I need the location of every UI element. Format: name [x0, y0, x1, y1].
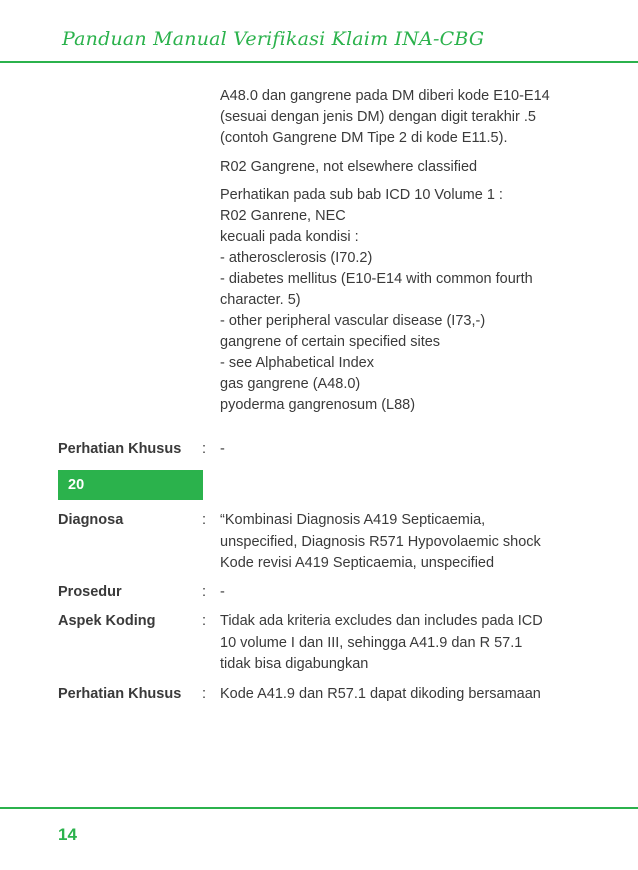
text-line: (sesuai dengan jenis DM) dengan digit terakhir .5: [220, 109, 536, 125]
text-line: kecuali pada kondisi :: [220, 229, 359, 245]
perhatian-khusus-label: Perhatian Khusus: [58, 441, 182, 457]
text-line: Kode revisi A419 Septicaemia, unspecified: [220, 555, 495, 571]
colon-separator: :: [202, 441, 207, 457]
colon-separator: :: [202, 584, 207, 600]
aspek-koding-value: [220, 611, 543, 676]
diagnosa-label: Diagnosa: [58, 512, 124, 528]
text-line: tidak bisa digabungkan: [220, 656, 369, 672]
text-line: Perhatikan pada sub bab ICD 10 Volume 1 :: [220, 187, 503, 203]
prosedur-value: -: [220, 584, 225, 600]
text-line: A48.0 dan gangrene pada DM diberi kode E10-E14: [220, 88, 550, 104]
header-title: Panduan Manual Verifikasi Klaim INA-CBG: [62, 28, 485, 50]
text-line: Tidak ada kriteria excludes dan includes pada ICD: [220, 613, 543, 629]
perhatian-khusus-value: -: [220, 441, 225, 457]
text-line: - diabetes mellitus (E10-E14 with common fourth: [220, 271, 533, 287]
diagnosa-value: [220, 510, 541, 575]
aspek-koding-label: Aspek Koding: [58, 613, 156, 629]
text-line: gangrene of certain specified sites: [220, 334, 441, 350]
intro-paragraph-3: [220, 185, 620, 416]
text-line: (contoh Gangrene DM Tipe 2 di kode E11.5).: [220, 130, 508, 146]
footer-divider: [0, 807, 638, 809]
intro-paragraph-1: [220, 86, 620, 149]
text-line: “Kombinasi Diagnosis A419 Septicaemia,: [220, 512, 486, 528]
text-line: unspecified, Diagnosis R571 Hypovolaemic shock: [220, 533, 541, 550]
section-number-badge: 20: [58, 470, 203, 500]
perhatian-khusus-value: Kode A41.9 dan R57.1 dapat dikoding bersamaan: [220, 686, 541, 702]
text-line: - other peripheral vascular disease (I73,-): [220, 313, 486, 329]
colon-separator: :: [202, 613, 207, 629]
text-line: R02 Gangrene, not elsewhere classified: [220, 159, 478, 175]
text-line: 10 volume I dan III, sehingga A41.9 dan R 57.1: [220, 634, 523, 651]
text-line: character. 5): [220, 292, 301, 308]
text-line: R02 Ganrene, NEC: [220, 208, 346, 224]
text-line: - atherosclerosis (I70.2): [220, 250, 373, 266]
text-line: - see Alphabetical Index: [220, 355, 374, 371]
header-divider: [0, 61, 638, 63]
page-number: 14: [58, 825, 77, 844]
perhatian-khusus-label: Perhatian Khusus: [58, 686, 182, 702]
text-line: pyoderma gangrenosum (L88): [220, 397, 416, 413]
intro-paragraph-2: [220, 157, 620, 178]
colon-separator: :: [202, 512, 207, 528]
colon-separator: :: [202, 686, 207, 702]
text-line: gas gangrene (A48.0): [220, 376, 361, 392]
prosedur-label: Prosedur: [58, 584, 122, 600]
